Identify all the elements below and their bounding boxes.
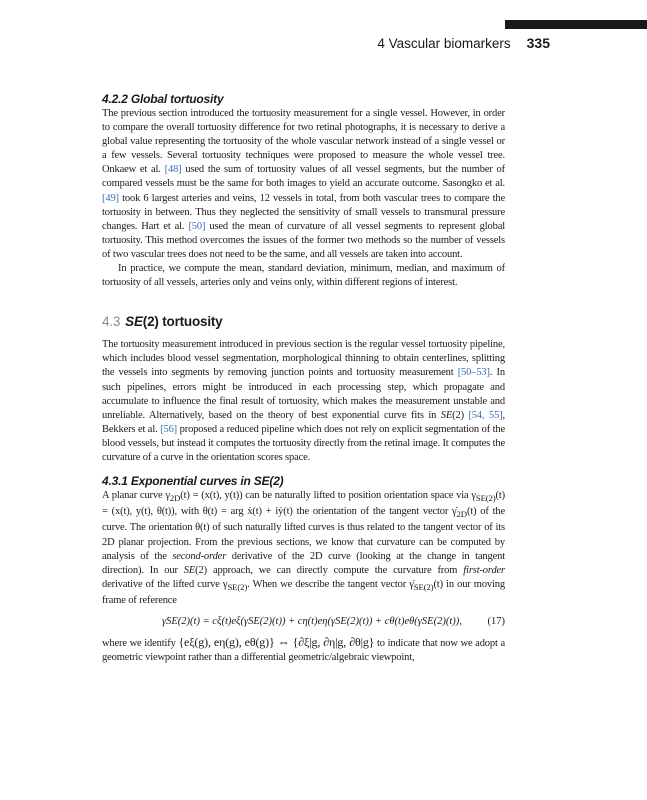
text-run: where we identify xyxy=(102,638,179,650)
section-number: 4.3 xyxy=(102,314,121,330)
paragraph-global-tortuosity xyxy=(102,107,505,262)
text-run: SE xyxy=(183,564,196,576)
text-run: (t) in our moving frame of reference xyxy=(102,578,505,606)
page-body xyxy=(102,92,505,665)
equation-body: γ̇SE(2)(t) = cξ(t)eξ(γSE(2)(t)) + cη(t)eη(γSE(2)(t)) + cθ(t)eθ(γSE(2)(t)), xyxy=(162,616,462,628)
section-title-se2-tortuosity xyxy=(102,314,505,329)
citation-link[interactable]: [50] xyxy=(188,220,206,232)
page-number: 335 xyxy=(526,35,550,51)
text-run: The tortuosity measurement introduced in previous section is the regular vessel tortuosity pipeline, which includes blood vessel segmentation, morphological thinning to obtain centerlines, splitting the vessels into segments by removing junction points and tortuosity measurement xyxy=(102,339,505,379)
equation-number: (17) xyxy=(487,616,505,628)
paragraph-in-practice: In practice, we compute the mean, standard deviation, minimum, median, and maximum of tortuosity of all vessels, arteries only and veins only, within different regions of interest. xyxy=(102,263,505,289)
text-run: The previous section introduced the tortuosity measurement for a single vessel. However, in order to compare the overall tortuosity difference for two retinal photographs, it is necessary to derive a global value representing the tortuosity of the whole vascular network instead of a single vessel or a few vessels. Several tortuosity techniques were proposed to measure the whole vessel tree. Onkaew et al. xyxy=(102,108,505,176)
emphasis: second-order xyxy=(172,550,227,562)
text-run: derivative of the 2D curve (looking at the change in tangent direction). In our xyxy=(102,550,505,576)
citation-link[interactable]: [49] xyxy=(102,192,119,204)
text-run: to indicate that now we adopt a geometric viewpoint rather than a differential geometric/algebraic viewpoint, xyxy=(102,638,505,664)
text-run: . When we describe the tangent vector γ̇ xyxy=(247,578,414,590)
running-header xyxy=(377,35,550,51)
text-run: proposed a reduced pipeline which does not rely on explicit segmentation of the blood vessels, but instead it computes the tortuosity directly from the retinal image. It computes the curvature of a curve in the orientation scores space. xyxy=(102,423,505,463)
text-run: , Bekkers et al. xyxy=(102,409,505,435)
text-run: took 6 largest arteries and veins, 12 vessels in total, from both vascular trees to compare the tortuosity in between. Thus they neglected the sensitivity of small vessels to transmural pressure changes. Hart et al. xyxy=(102,192,505,232)
subsection-title-exponential-curves: 4.3.1 Exponential curves in SE(2) xyxy=(102,474,284,489)
subsection-title-global-tortuosity: 4.2.2 Global tortuosity xyxy=(102,92,224,106)
citation-link[interactable]: [54, 55] xyxy=(468,409,503,421)
text-run: used the mean of curvature of all vessel segments to represent global tortuosity. This method overcomes the issues of the former two methods so the number of vessels of two vascular trees does not need to be the same, and all vessels are taken into account. xyxy=(102,220,505,260)
text-run: (2) approach, we can directly compute the curvature from xyxy=(195,564,464,576)
text-run: (t) = (x(t), y(t)) can be naturally lifted to position orientation space via γ xyxy=(180,490,476,502)
text-run: (2) xyxy=(452,409,469,421)
citation-link[interactable]: [48] xyxy=(164,164,182,176)
citation-link[interactable]: [56] xyxy=(160,423,178,435)
text-run: used the sum of tortuosity values of all vessel segments, but the number of compared vessels must be the same for both images to yield an accurate outcome. Sasongko et al. xyxy=(102,164,505,190)
paragraph-se2-tortuosity xyxy=(102,338,505,465)
subscript: SE(2) xyxy=(227,581,248,592)
section-title-rest: (2) tortuosity xyxy=(142,314,223,330)
emphasis: first-order xyxy=(463,564,505,576)
equation-17 xyxy=(102,616,505,627)
text-run: (t) = (x(t), y(t), θ(t)), with θ(t) = arg ẋ(t) + iẏ(t) the orientation of the tangent vector γ̇ xyxy=(102,490,506,518)
paragraph-exponential-curves xyxy=(102,489,505,608)
inline-math: {eξ(g), eη(g), eθ(g)} ⇔ {∂ξ|g, ∂η|g, ∂θ|g} xyxy=(178,635,375,650)
header-bar xyxy=(505,20,647,29)
subscript: SE(2) xyxy=(475,493,496,504)
subscript: 2D xyxy=(456,509,467,520)
text-run: . In such pipelines, errors might be introduced in each processing step, which propagate and accumulate to influence the final result of tortuosity, which makes the measurement unstable and unreliable. Alternatively, based on the theory of best exponential curve fits in xyxy=(102,367,505,421)
section-title-se: SE xyxy=(125,314,143,330)
subscript: SE(2) xyxy=(413,581,434,592)
text-run: derivative of the lifted curve γ xyxy=(102,578,228,590)
text-run: SE xyxy=(440,409,453,421)
citation-link[interactable]: [50–53] xyxy=(457,367,490,379)
paragraph-where-we-identify xyxy=(102,635,505,665)
subscript: 2D xyxy=(169,493,181,504)
chapter-title: 4 Vascular biomarkers xyxy=(377,36,511,51)
text-run: (t) of the curve. The orientation θ(t) of such naturally lifted curves is thus related to the tangent vector of its 2D planar projection. From the previous sections, we know that curvature can be computed by analysis of the xyxy=(102,506,505,562)
text-run: A planar curve γ xyxy=(102,490,170,502)
